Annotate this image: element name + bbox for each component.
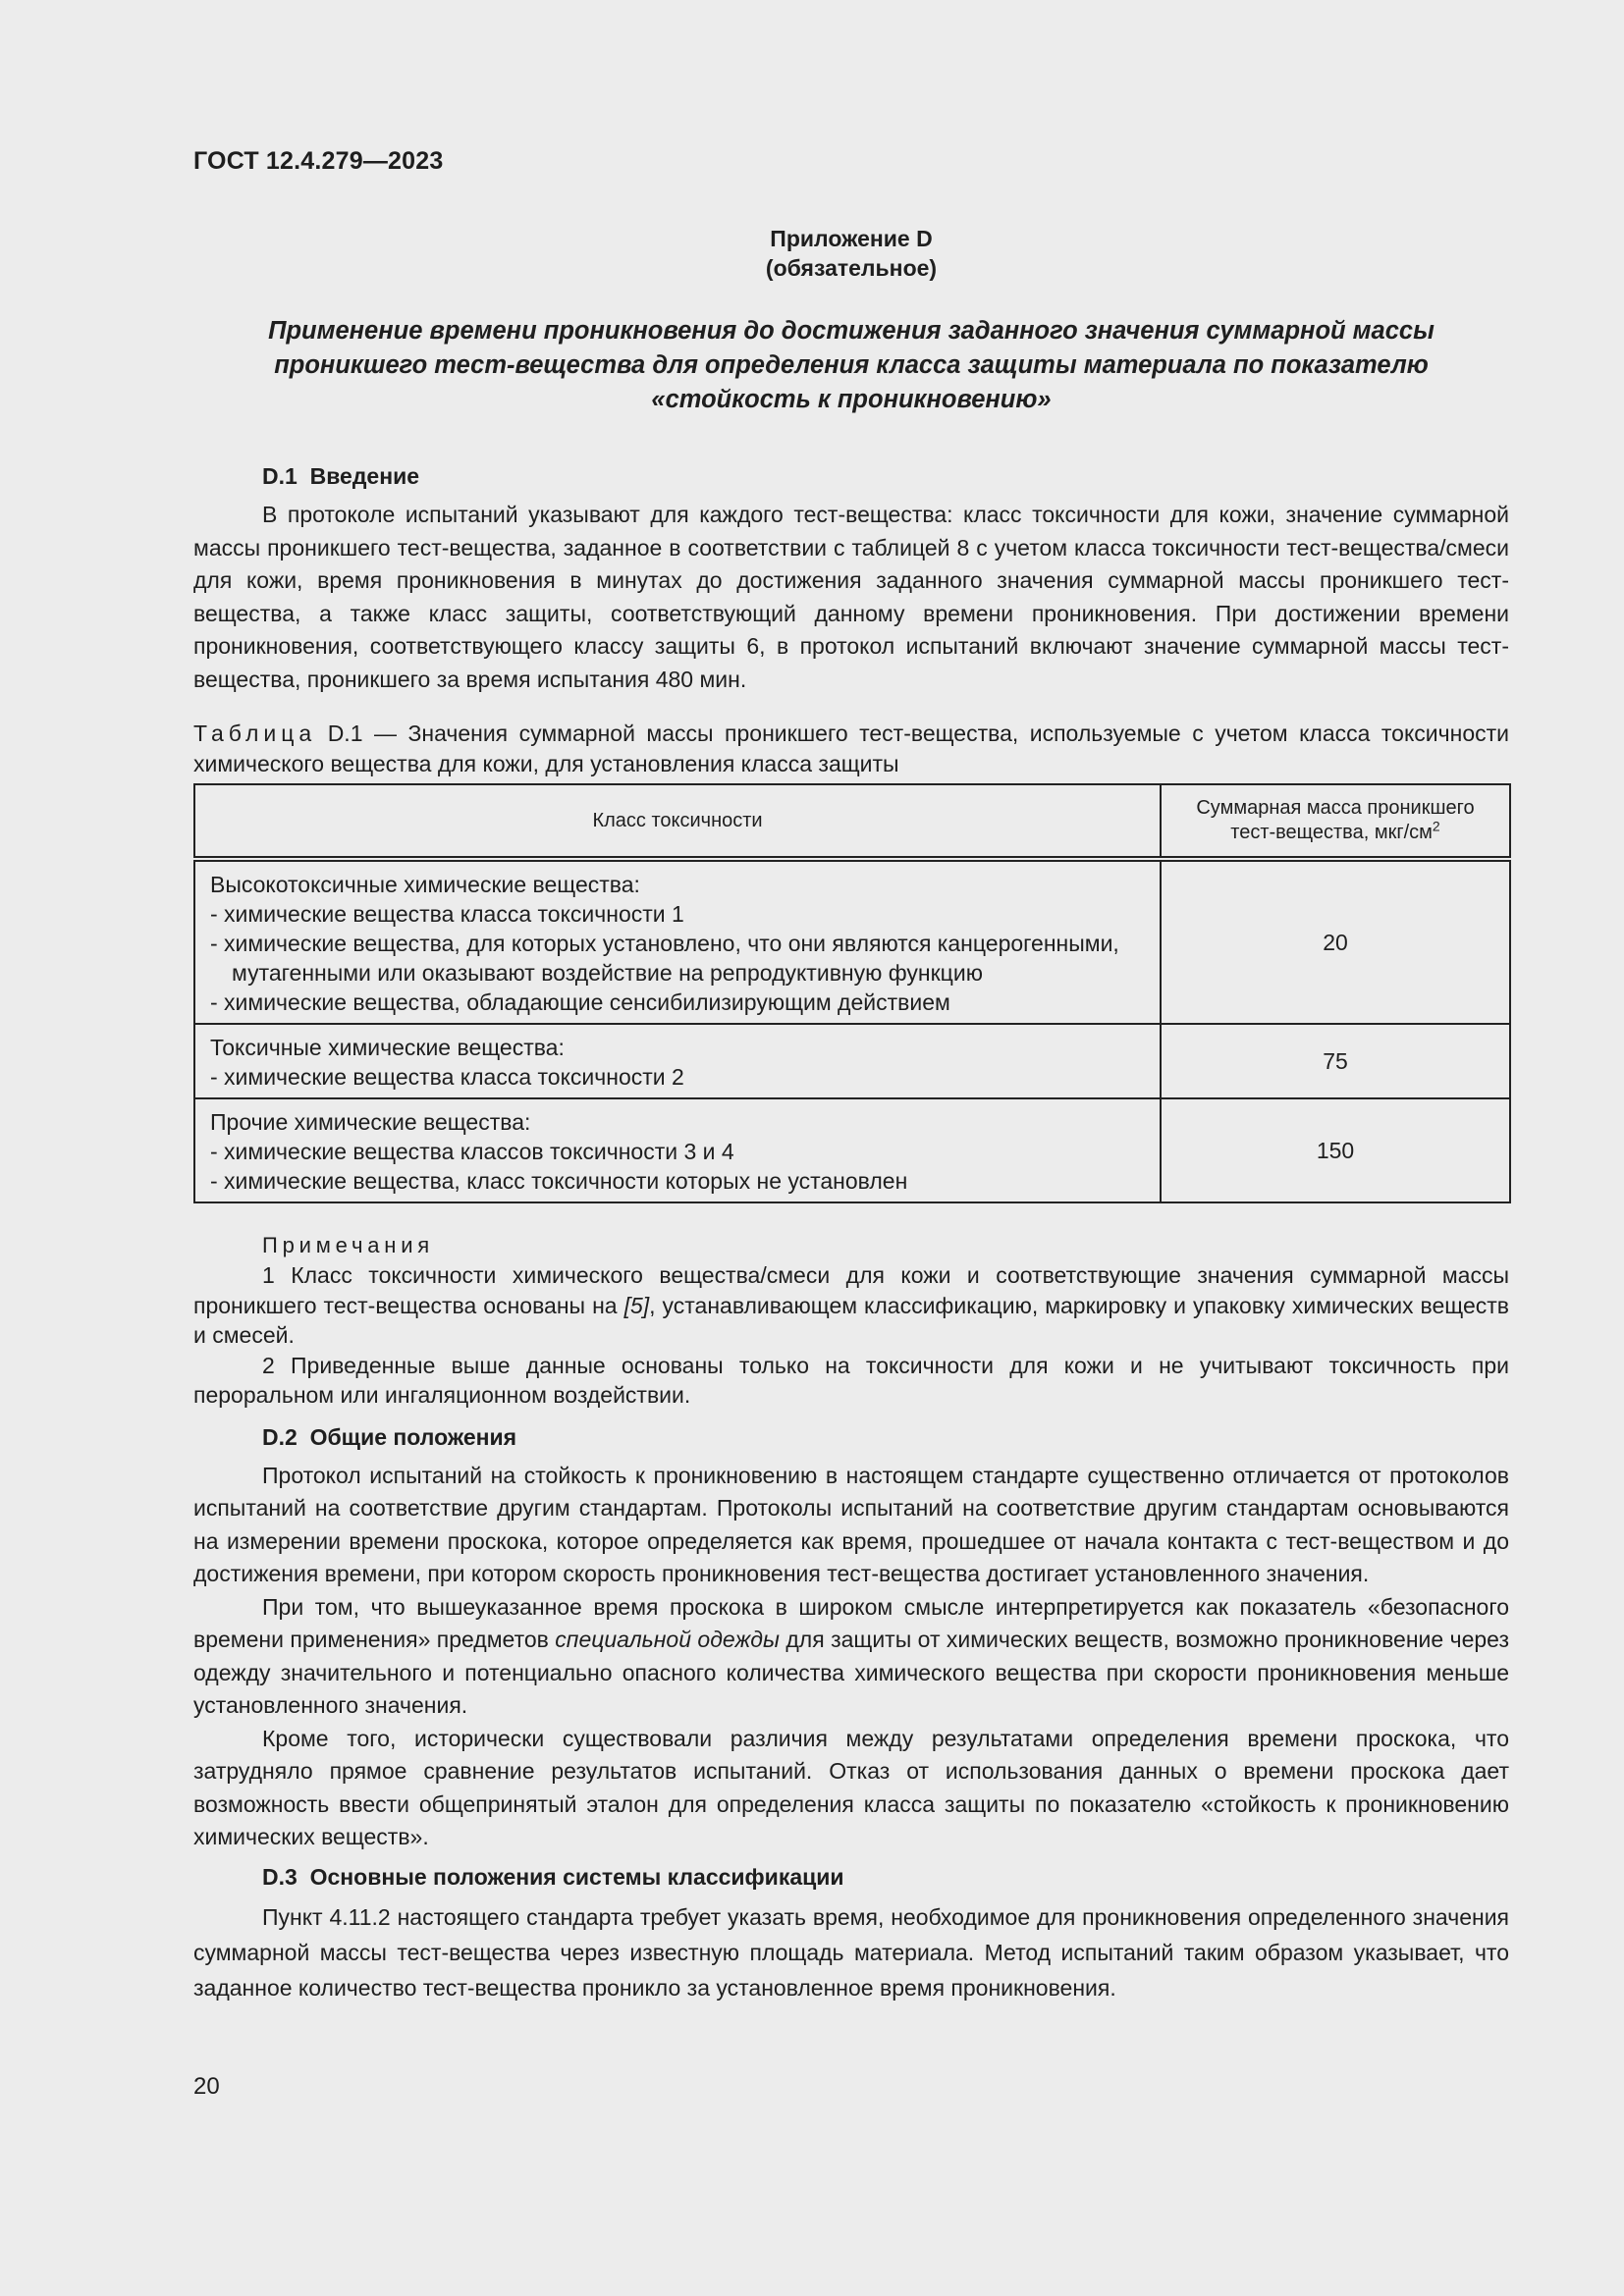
cell-group-title: Высокотоксичные химические вещества: xyxy=(210,872,640,897)
section-number: D.3 xyxy=(262,1863,298,1890)
table-caption-text: D.1 — Значения суммарной массы проникшего тест-вещества, используемые с учетом класса токсичности химического вещества для кожи, для установления класса защиты xyxy=(193,721,1509,776)
cell-list-item: - химические вещества, для которых установлено, что они являются канцерогенными, мутагенными или оказывают воздействие на репродуктивную функцию xyxy=(210,931,1119,986)
section-title: Общие положения xyxy=(309,1423,517,1450)
page-number: 20 xyxy=(193,2073,220,2100)
main-content xyxy=(193,459,1509,2005)
superscript: 2 xyxy=(1432,818,1440,834)
section-number: D.2 xyxy=(262,1423,298,1450)
note-item xyxy=(193,1260,1509,1351)
section-heading-d3 xyxy=(193,1860,1509,1894)
section-title: Основные положения системы классификации xyxy=(309,1863,844,1890)
paragraph xyxy=(193,1591,1509,1723)
column-header xyxy=(1161,784,1510,859)
table-caption xyxy=(193,719,1509,779)
annex-heading-line: проникшего тест-вещества для определения класса защиты материала по показателю xyxy=(274,351,1429,379)
section-number: D.1 xyxy=(262,463,298,489)
table-caption-label: Таблица xyxy=(193,721,317,746)
notes-title: Примечания xyxy=(262,1233,435,1257)
cell-list-item: - химические вещества класса токсичности 1 xyxy=(210,901,684,927)
table-header-row xyxy=(194,784,1510,859)
cell-group-title: Прочие химические вещества: xyxy=(210,1109,531,1135)
section-heading-d2 xyxy=(193,1420,1509,1454)
table-row xyxy=(194,1098,1510,1202)
section-title: Введение xyxy=(309,463,420,489)
table-row xyxy=(194,859,1510,1024)
note-text: , устанавливающем классификацию, маркировку и упаковку химических веществ и смесей. xyxy=(193,1292,1509,1348)
annex-heading xyxy=(193,314,1509,417)
annex-heading-line: «стойкость к проникновению» xyxy=(651,386,1052,413)
table-cell xyxy=(194,859,1161,1024)
note-item: 2 Приведенные выше данные основаны только на токсичности для кожи и не учитывают токсичность при пероральном или ингаляционном воздействии. xyxy=(193,1352,1509,1408)
table-cell-value: 150 xyxy=(1161,1098,1510,1202)
paragraph: Пункт 4.11.2 настоящего стандарта требует указать время, необходимое для проникновения определенного значения суммарной массы тест-вещества через известную площадь материала. Метод испытаний таким образом указывает, что заданное количество тест-вещества проникло за установленное время проникновения. xyxy=(193,1903,1509,2001)
paragraph: Кроме того, исторически существовали различия между результатами определения времени проскока, что затрудняло прямое сравнение результатов испытаний. Отказ от использования данных о времени проскока дает возможность ввести общепринятый эталон для определения класса защиты по показателю «стойкость к проникновению химических веществ». xyxy=(193,1725,1509,1849)
annex-status: (обязательное) xyxy=(765,255,938,281)
table-cell-value: 20 xyxy=(1161,859,1510,1024)
toxicity-table xyxy=(193,783,1511,1203)
column-header-line: Суммарная масса проникшего xyxy=(1196,797,1475,819)
paragraph: Протокол испытаний на стойкость к проникновению в настоящем стандарте существенно отличается от протоколов испытаний на соответствие другим стандартам. Протоколы испытаний на соответствие другим стандартам основываются на измерении времени проскока, которое определяется как время, прошедшее от начала контакта с тест-веществом и до достижения времени, при котором скорость проникновения тест-вещества достигает установленного значения. xyxy=(193,1462,1509,1586)
table-cell xyxy=(194,1024,1161,1098)
annex-title xyxy=(193,224,1509,283)
cell-list-item: - химические вещества класса токсичности 2 xyxy=(210,1064,684,1090)
table-row xyxy=(194,1024,1510,1098)
table-cell xyxy=(194,1098,1161,1202)
paragraph-text: При том, что вышеуказанное время проскока в широком смысле интерпретируется как показатель «безопасного времени применения» предметов xyxy=(193,1593,1509,1652)
cell-list-item: - химические вещества, класс токсичности которых не установлен xyxy=(210,1168,908,1194)
paragraph-text: для защиты от химических веществ, возможно проникновение через одежду значительного и потенциально опасного количества химического вещества при скорости проникновения меньше установленного значения. xyxy=(193,1627,1509,1718)
paragraph-emphasis: специальной одежды xyxy=(555,1627,780,1652)
paragraph: В протоколе испытаний указывают для каждого тест-вещества: класс токсичности для кожи, значение суммарной массы проникшего тест-вещества, заданное в соответствии с таблицей 8 с учетом класса токсичности тест-вещества/смеси для кожи, время проникновения в минутах до достижения заданного значения суммарной массы проникшего тест-вещества, а также класс защиты, соответствующий данному времени проникновения. При достижении времени проникновения, соответствующего классу защиты 6, в протокол испытаний включают значение суммарной массы тест-вещества, проникшего за время испытания 480 мин. xyxy=(193,502,1509,692)
column-header: Класс токсичности xyxy=(194,784,1161,859)
table-cell-value: 75 xyxy=(1161,1024,1510,1098)
cell-list-item: - химические вещества классов токсичности 3 и 4 xyxy=(210,1139,734,1164)
document-header: ГОСТ 12.4.279—2023 xyxy=(193,147,444,175)
annex-label: Приложение D xyxy=(770,226,933,251)
cell-list-item: - химические вещества, обладающие сенсибилизирующим действием xyxy=(210,989,950,1015)
note-reference: [5] xyxy=(623,1292,650,1318)
note-text: 1 Класс токсичности химического вещества/смеси для кожи и соответствующие значения суммарной массы проникшего тест-вещества основаны на xyxy=(193,1262,1509,1318)
section-heading-d1 xyxy=(193,459,1509,493)
column-header-line xyxy=(1171,818,1499,845)
annex-heading-line: Применение времени проникновения до достижения заданного значения суммарной массы xyxy=(268,317,1435,345)
cell-group-title: Токсичные химические вещества: xyxy=(210,1035,565,1060)
column-header-unit: тест-вещества, мкг/см xyxy=(1230,822,1433,843)
